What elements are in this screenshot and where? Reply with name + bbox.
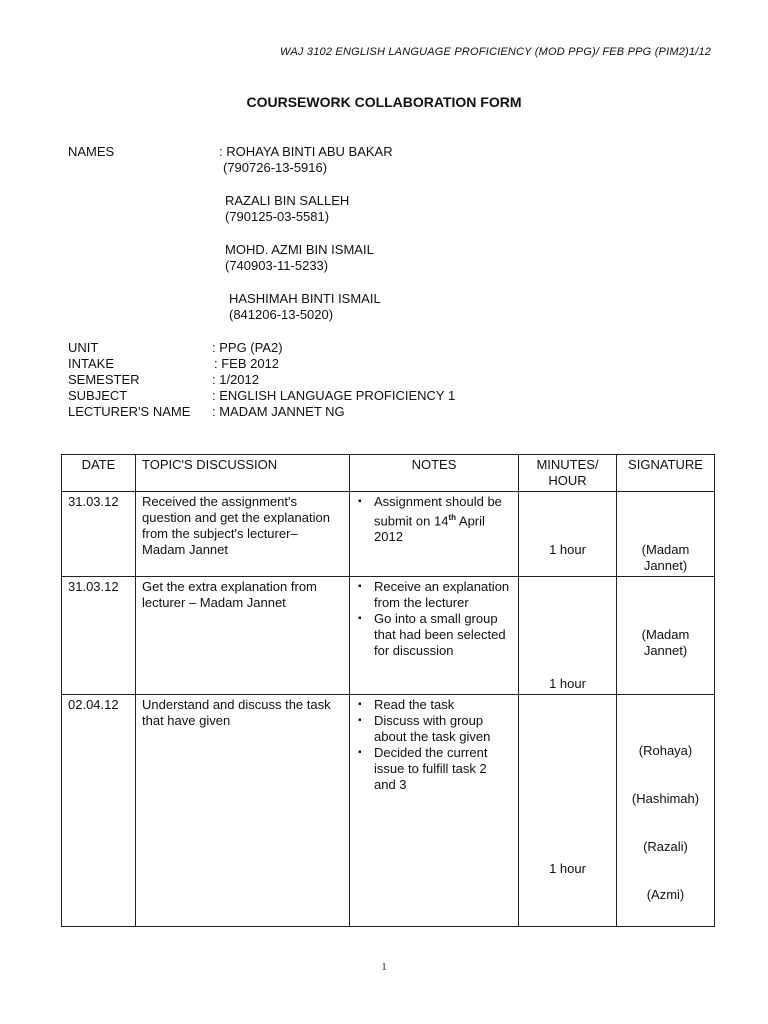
info-row xyxy=(68,356,455,372)
row-notes xyxy=(350,695,519,927)
row-topic: Received the assignment's question and get the explanation from the subject's lecturer– Madam Jannet xyxy=(136,492,350,577)
note-item: ▪ Assignment should be submit on 14th April 2012 xyxy=(368,494,512,545)
course-info xyxy=(68,340,455,420)
header-notes: NOTES xyxy=(350,455,519,492)
member-ic: (790125-03-5581) xyxy=(225,209,330,224)
collaboration-table xyxy=(61,454,715,927)
member-ic: (740903-11-5233) xyxy=(225,258,329,273)
member-ic: (790726-13-5916) xyxy=(223,160,328,175)
name-entry xyxy=(219,291,393,323)
member-name: HASHIMAH BINTI ISMAIL xyxy=(229,291,381,306)
row-topic: Understand and discuss the task that have given xyxy=(136,695,350,927)
row-signature: (Madam Jannet) xyxy=(617,492,715,577)
name-entry xyxy=(219,242,393,274)
row-signatures xyxy=(617,695,715,927)
info-label: SEMESTER xyxy=(68,372,140,387)
row-date: 31.03.12 xyxy=(62,577,136,695)
name-entry xyxy=(219,144,393,176)
row-topic: Get the extra explanation from lecturer – Madam Jannet xyxy=(136,577,350,695)
member-name: : ROHAYA BINTI ABU BAKAR xyxy=(219,144,393,159)
info-row xyxy=(68,340,455,356)
form-title: COURSEWORK COLLABORATION FORM xyxy=(246,94,522,110)
info-label: SUBJECT xyxy=(68,388,128,403)
row-minutes: 1 hour xyxy=(519,695,617,927)
table-row xyxy=(62,695,715,927)
table-header-row xyxy=(62,455,715,492)
info-value: : PPG (PA2) xyxy=(212,340,283,355)
note-item: ▪ Go into a small group that had been selected for discussion xyxy=(368,611,512,659)
table-row xyxy=(62,577,715,695)
note-item: ▪ Decided the current issue to fulfill task 2 and 3 xyxy=(368,745,512,793)
signature: (Hashimah) xyxy=(631,791,700,806)
note-item: ▪ Receive an explanation from the lecturer xyxy=(368,579,512,611)
info-label: LECTURER'S NAME xyxy=(68,404,191,419)
member-name: MOHD. AZMI BIN ISMAIL xyxy=(225,242,374,257)
info-value: : ENGLISH LANGUAGE PROFICIENCY 1 xyxy=(212,388,456,403)
header-date: DATE xyxy=(62,455,136,492)
header-minutes: MINUTES/ HOUR xyxy=(519,455,617,492)
row-signature: (Madam Jannet) xyxy=(617,577,715,695)
info-value: : MADAM JANNET NG xyxy=(212,404,345,419)
info-row xyxy=(68,388,455,404)
names-list xyxy=(219,144,393,340)
row-date: 31.03.12 xyxy=(62,492,136,577)
signature: (Razali) xyxy=(643,839,688,854)
info-row xyxy=(68,372,455,388)
document-header: WAJ 3102 ENGLISH LANGUAGE PROFICIENCY (MOD PPG)/ FEB PPG (PIM2)1/12 xyxy=(280,46,712,58)
row-date: 02.04.12 xyxy=(62,695,136,927)
signature: (Azmi) xyxy=(646,887,685,902)
info-label: UNIT xyxy=(68,340,99,355)
info-value: : FEB 2012 xyxy=(214,356,280,371)
member-name: RAZALI BIN SALLEH xyxy=(225,193,350,208)
row-minutes: 1 hour xyxy=(519,492,617,577)
header-signature: SIGNATURE xyxy=(617,455,715,492)
info-row xyxy=(68,404,455,420)
header-topic: TOPIC'S DISCUSSION xyxy=(136,455,350,492)
member-ic: (841206-13-5020) xyxy=(229,307,334,322)
note-item: ▪ Read the task xyxy=(368,697,512,713)
name-entry xyxy=(219,193,393,225)
row-notes xyxy=(350,492,519,577)
info-value: : 1/2012 xyxy=(212,372,259,387)
note-item: ▪ Discuss with group about the task given xyxy=(368,713,512,745)
info-label: INTAKE xyxy=(68,356,114,371)
row-minutes: 1 hour xyxy=(519,577,617,695)
signature: (Rohaya) xyxy=(638,743,693,758)
table-row xyxy=(62,492,715,577)
names-label: NAMES xyxy=(68,144,115,159)
page-number: 1 xyxy=(381,962,387,973)
row-notes xyxy=(350,577,519,695)
